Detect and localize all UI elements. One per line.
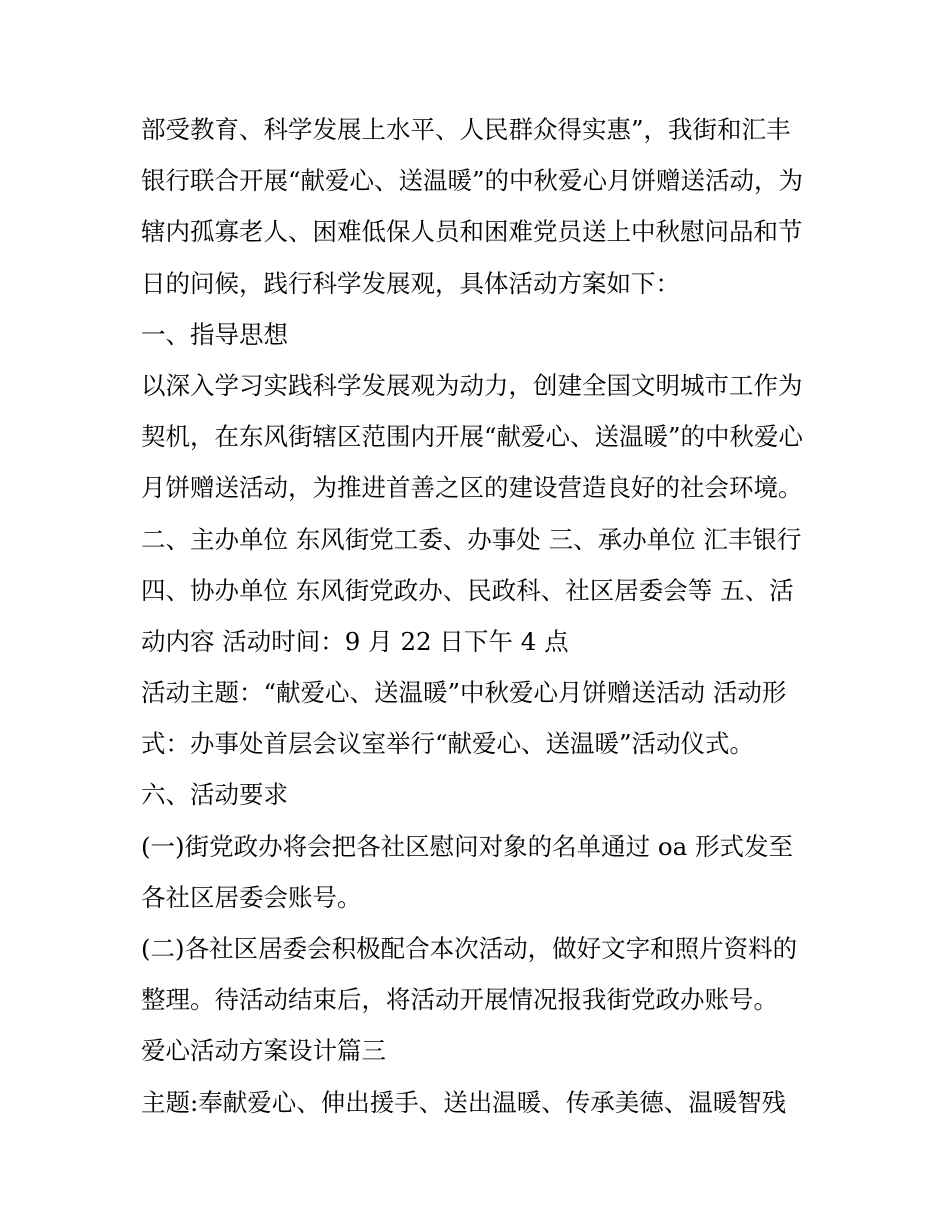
paragraph-line: 活动主题：“献爱心、送温暖”中秋爱心月饼赠送活动 活动形 (141, 678, 787, 708)
paragraph-line: 主题:奉献爱心、伸出援手、送出温暖、传承美德、温暖智残 (141, 1087, 787, 1117)
paragraph-line: 部受教育、科学发展上水平、人民群众得实惠”，我街和汇丰 (141, 115, 791, 144)
paragraph-line: 各社区居委会账号。 (141, 882, 362, 912)
paragraph-line: (一)街党政办将会把各社区慰问对象的名单通过 oa 形式发至 (141, 831, 794, 861)
paragraph-line: 以深入学习实践科学发展观为动力，创建全国文明城市工作为 (141, 370, 803, 400)
paragraph-line: 月饼赠送活动，为推进首善之区的建设营造良好的社会环境。 (141, 473, 803, 503)
section-heading: 爱心活动方案设计篇三 (141, 1036, 386, 1066)
section-heading: 一、指导思想 (141, 319, 288, 349)
paragraph-line: 式：办事处首层会议室举行“献爱心、送温暖”活动仪式。 (141, 729, 755, 759)
section-heading: 六、活动要求 (141, 780, 288, 810)
paragraph-line: 二、主办单位 东风街党工委、办事处 三、承办单位 汇丰银行 (141, 524, 802, 554)
paragraph-line: 辖内孤寡老人、困难低保人员和困难党员送上中秋慰问品和节 (141, 217, 803, 247)
document-body (141, 104, 821, 1128)
paragraph-line: 契机，在东风街辖区范围内开展“献爱心、送温暖”的中秋爱心 (141, 422, 804, 452)
paragraph-line: (二)各社区居委会积极配合本次活动，做好文字和照片资料的 (141, 934, 798, 963)
paragraph-line: 动内容 活动时间：9 月 22 日下午 4 点 (141, 626, 569, 656)
paragraph-line: 整理。待活动结束后，将活动开展情况报我街党政办账号。 (141, 985, 778, 1015)
paragraph-line: 四、协办单位 东风街党政办、民政科、社区居委会等 五、活 (141, 575, 794, 605)
paragraph-line: 日的问候，践行科学发展观，具体活动方案如下： (141, 268, 680, 298)
paragraph-line: 银行联合开展“献爱心、送温暖”的中秋爱心月饼赠送活动，为 (141, 166, 804, 196)
